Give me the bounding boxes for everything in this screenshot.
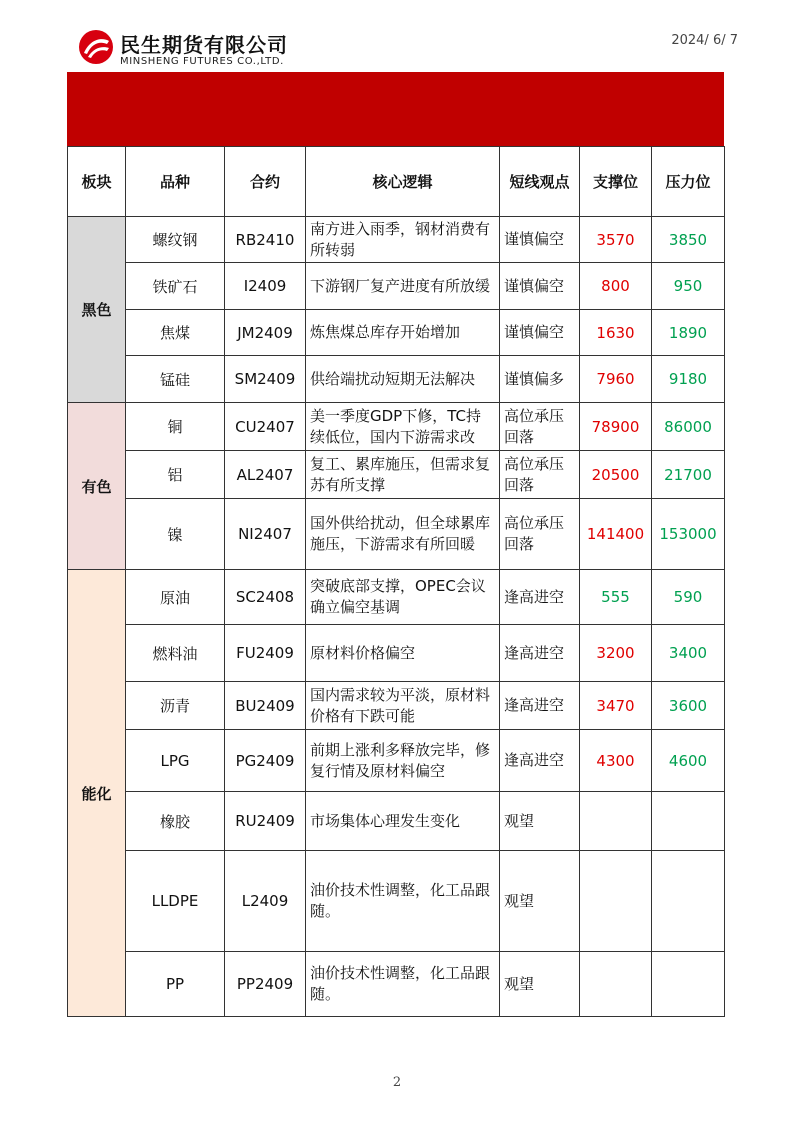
resistance-cell: 3400 bbox=[652, 625, 725, 682]
table-row bbox=[68, 499, 725, 570]
support-cell: 800 bbox=[580, 263, 652, 310]
view-cell: 逢高进空 bbox=[500, 625, 580, 682]
table-row bbox=[68, 625, 725, 682]
variety-cell: 螺纹钢 bbox=[126, 217, 225, 263]
header-view: 短线观点 bbox=[500, 147, 580, 217]
view-cell: 高位承压回落 bbox=[500, 499, 580, 570]
resistance-cell: 3850 bbox=[652, 217, 725, 263]
logic-cell: 国外供给扰动，但全球累库施压，下游需求有所回暖 bbox=[306, 499, 500, 570]
logic-cell: 美一季度GDP下修，TC持续低位，国内下游需求改 bbox=[306, 403, 500, 451]
support-cell bbox=[580, 792, 652, 851]
table-row bbox=[68, 570, 725, 625]
variety-cell: 镍 bbox=[126, 499, 225, 570]
resistance-cell: 590 bbox=[652, 570, 725, 625]
logic-cell: 前期上涨利多释放完毕，修复行情及原材料偏空 bbox=[306, 730, 500, 792]
table-row bbox=[68, 730, 725, 792]
view-cell: 谨慎偏空 bbox=[500, 217, 580, 263]
variety-cell: 铝 bbox=[126, 451, 225, 499]
variety-cell: 原油 bbox=[126, 570, 225, 625]
view-cell: 观望 bbox=[500, 792, 580, 851]
support-cell: 3470 bbox=[580, 682, 652, 730]
header-resistance: 压力位 bbox=[652, 147, 725, 217]
header-variety: 品种 bbox=[126, 147, 225, 217]
table-row bbox=[68, 682, 725, 730]
sector-black: 黑色 bbox=[68, 217, 126, 403]
variety-cell: PP bbox=[126, 952, 225, 1017]
resistance-cell: 950 bbox=[652, 263, 725, 310]
view-cell: 谨慎偏空 bbox=[500, 263, 580, 310]
report-date: 2024/ 6/ 7 bbox=[671, 33, 738, 48]
contract-cell: L2409 bbox=[225, 851, 306, 952]
variety-cell: 铜 bbox=[126, 403, 225, 451]
support-cell bbox=[580, 952, 652, 1017]
logic-cell: 油价技术性调整，化工品跟随。 bbox=[306, 851, 500, 952]
variety-cell: 橡胶 bbox=[126, 792, 225, 851]
support-cell: 78900 bbox=[580, 403, 652, 451]
logic-cell: 国内需求较为平淡，原材料价格有下跌可能 bbox=[306, 682, 500, 730]
table-row bbox=[68, 792, 725, 851]
support-cell: 1630 bbox=[580, 310, 652, 356]
contract-cell: I2409 bbox=[225, 263, 306, 310]
support-cell bbox=[580, 851, 652, 952]
page-header bbox=[78, 27, 738, 72]
company-name-cn: 民生期货有限公司 bbox=[120, 33, 288, 57]
logic-cell: 市场集体心理发生变化 bbox=[306, 792, 500, 851]
table-row bbox=[68, 403, 725, 451]
contract-cell: SM2409 bbox=[225, 356, 306, 403]
resistance-cell: 153000 bbox=[652, 499, 725, 570]
header-sector: 板块 bbox=[68, 147, 126, 217]
table-row bbox=[68, 356, 725, 403]
contract-cell: BU2409 bbox=[225, 682, 306, 730]
contract-cell: CU2407 bbox=[225, 403, 306, 451]
table-row bbox=[68, 263, 725, 310]
table-row bbox=[68, 310, 725, 356]
header-contract: 合约 bbox=[225, 147, 306, 217]
logic-cell: 供给端扰动短期无法解决 bbox=[306, 356, 500, 403]
variety-cell: 焦煤 bbox=[126, 310, 225, 356]
logic-cell: 复工、累库施压，但需求复苏有所支撑 bbox=[306, 451, 500, 499]
support-cell: 7960 bbox=[580, 356, 652, 403]
support-cell: 3570 bbox=[580, 217, 652, 263]
contract-cell: PG2409 bbox=[225, 730, 306, 792]
view-cell: 逢高进空 bbox=[500, 682, 580, 730]
strategy-table bbox=[67, 146, 725, 1017]
contract-cell: NI2407 bbox=[225, 499, 306, 570]
view-cell: 高位承压回落 bbox=[500, 451, 580, 499]
logic-cell: 南方进入雨季，钢材消费有所转弱 bbox=[306, 217, 500, 263]
header-support: 支撑位 bbox=[580, 147, 652, 217]
resistance-cell bbox=[652, 952, 725, 1017]
table-row bbox=[68, 851, 725, 952]
variety-cell: LPG bbox=[126, 730, 225, 792]
logic-cell: 炼焦煤总库存开始增加 bbox=[306, 310, 500, 356]
table-header-row bbox=[68, 147, 725, 217]
support-cell: 20500 bbox=[580, 451, 652, 499]
contract-cell: AL2407 bbox=[225, 451, 306, 499]
support-cell: 141400 bbox=[580, 499, 652, 570]
company-name-en: MINSHENG FUTURES CO.,LTD. bbox=[120, 56, 284, 67]
variety-cell: LLDPE bbox=[126, 851, 225, 952]
view-cell: 谨慎偏空 bbox=[500, 310, 580, 356]
table-row bbox=[68, 217, 725, 263]
view-cell: 逢高进空 bbox=[500, 570, 580, 625]
table-row bbox=[68, 451, 725, 499]
header-logic: 核心逻辑 bbox=[306, 147, 500, 217]
view-cell: 逢高进空 bbox=[500, 730, 580, 792]
resistance-cell: 3600 bbox=[652, 682, 725, 730]
sector-nonferrous: 有色 bbox=[68, 403, 126, 570]
logic-cell: 原材料价格偏空 bbox=[306, 625, 500, 682]
contract-cell: FU2409 bbox=[225, 625, 306, 682]
page-number: 2 bbox=[392, 1075, 402, 1090]
resistance-cell: 86000 bbox=[652, 403, 725, 451]
view-cell: 观望 bbox=[500, 952, 580, 1017]
contract-cell: JM2409 bbox=[225, 310, 306, 356]
view-cell: 谨慎偏多 bbox=[500, 356, 580, 403]
variety-cell: 铁矿石 bbox=[126, 263, 225, 310]
variety-cell: 沥青 bbox=[126, 682, 225, 730]
contract-cell: RU2409 bbox=[225, 792, 306, 851]
variety-cell: 燃料油 bbox=[126, 625, 225, 682]
resistance-cell: 9180 bbox=[652, 356, 725, 403]
table-row bbox=[68, 952, 725, 1017]
resistance-cell bbox=[652, 851, 725, 952]
support-cell: 4300 bbox=[580, 730, 652, 792]
resistance-cell: 4600 bbox=[652, 730, 725, 792]
support-cell: 3200 bbox=[580, 625, 652, 682]
title-banner bbox=[67, 72, 724, 146]
variety-cell: 锰硅 bbox=[126, 356, 225, 403]
sector-energy: 能化 bbox=[68, 570, 126, 1017]
resistance-cell: 1890 bbox=[652, 310, 725, 356]
contract-cell: SC2408 bbox=[225, 570, 306, 625]
logic-cell: 下游钢厂复产进度有所放缓 bbox=[306, 263, 500, 310]
view-cell: 观望 bbox=[500, 851, 580, 952]
contract-cell: RB2410 bbox=[225, 217, 306, 263]
minsheng-logo-icon bbox=[78, 29, 114, 65]
resistance-cell: 21700 bbox=[652, 451, 725, 499]
support-cell: 555 bbox=[580, 570, 652, 625]
resistance-cell bbox=[652, 792, 725, 851]
logic-cell: 油价技术性调整，化工品跟随。 bbox=[306, 952, 500, 1017]
logic-cell: 突破底部支撑，OPEC会议确立偏空基调 bbox=[306, 570, 500, 625]
contract-cell: PP2409 bbox=[225, 952, 306, 1017]
view-cell: 高位承压回落 bbox=[500, 403, 580, 451]
